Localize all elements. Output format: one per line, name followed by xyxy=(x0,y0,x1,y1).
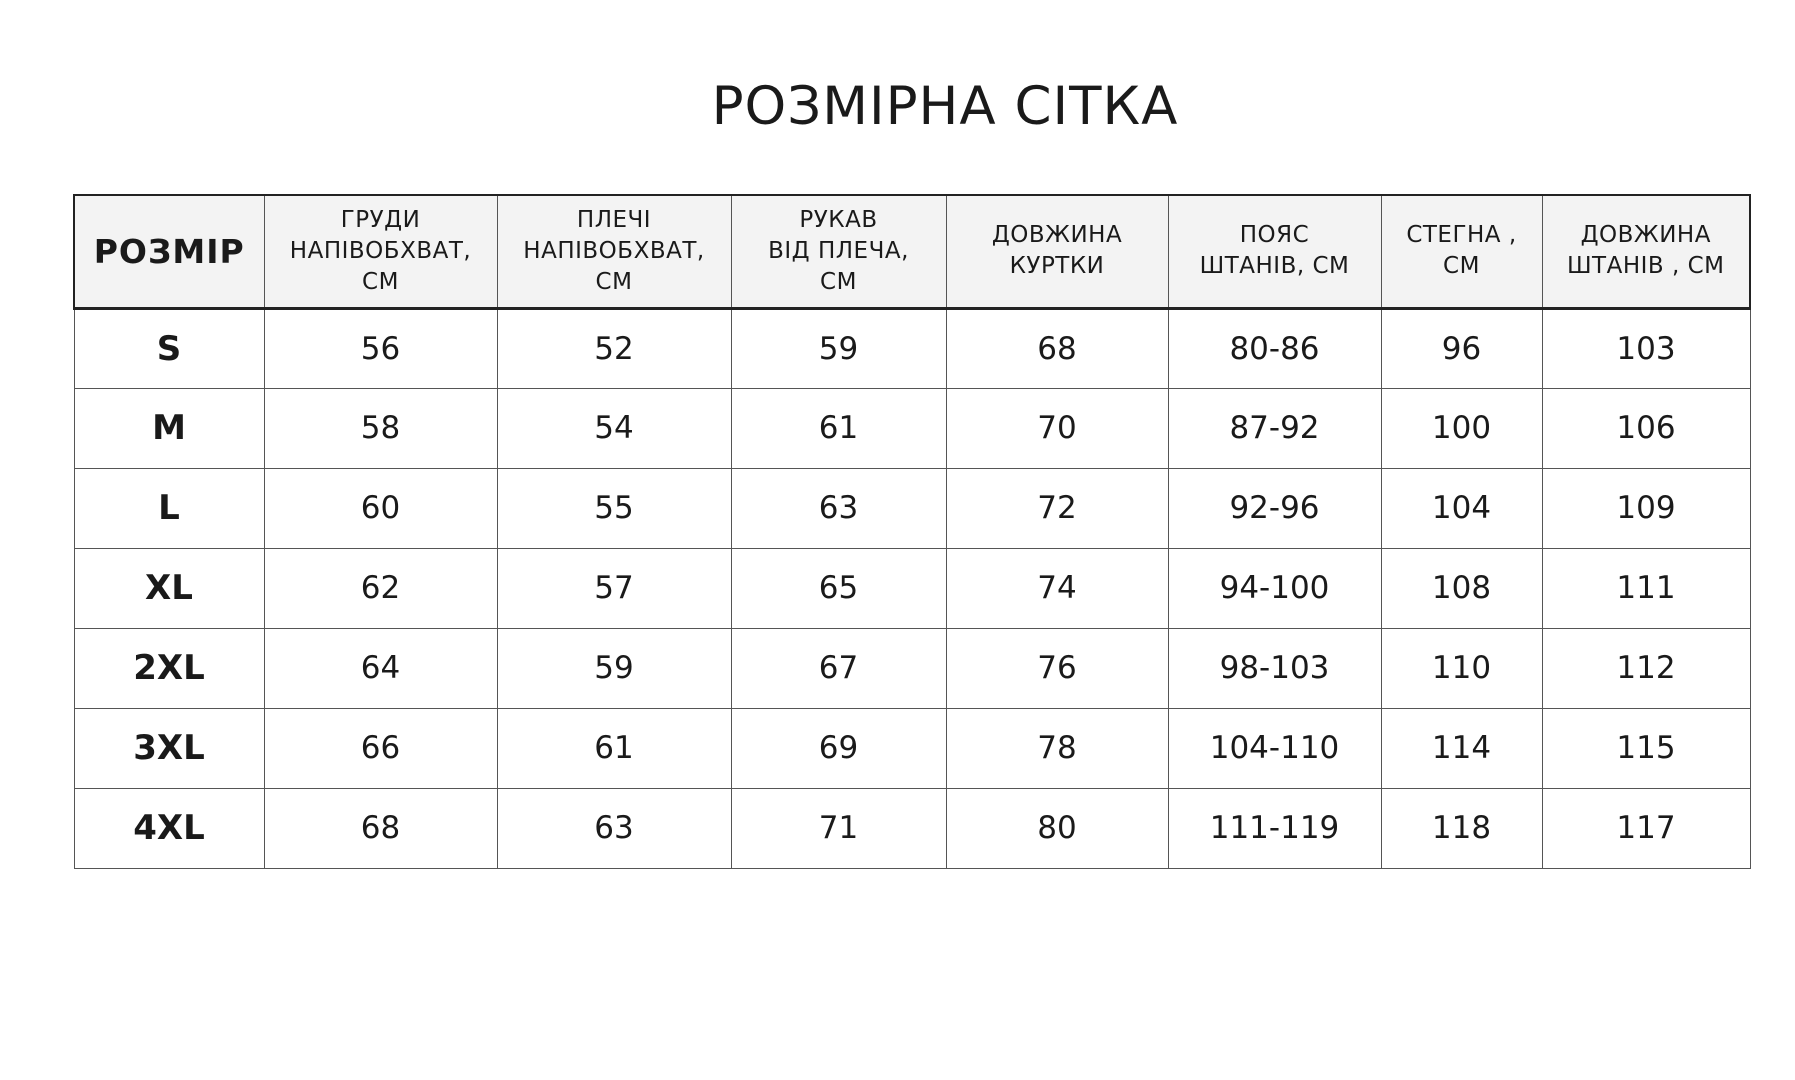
cell-hips: 104 xyxy=(1381,468,1542,548)
cell-shoulders: 57 xyxy=(497,548,731,628)
table-row xyxy=(74,468,1750,548)
cell-sleeve: 69 xyxy=(731,708,946,788)
cell-trouser-length: 112 xyxy=(1542,628,1750,708)
cell-hips: 108 xyxy=(1381,548,1542,628)
cell-hips: 110 xyxy=(1381,628,1542,708)
cell-hips: 100 xyxy=(1381,388,1542,468)
cell-sleeve: 61 xyxy=(731,388,946,468)
table-row xyxy=(74,628,1750,708)
header-hips: СТЕГНА , СМ xyxy=(1381,195,1542,308)
cell-shoulders: 52 xyxy=(497,308,731,388)
cell-size: 4XL xyxy=(74,788,264,868)
table-row xyxy=(74,548,1750,628)
header-chest-half-girth: ГРУДИ НАПІВОБХВАТ, СМ xyxy=(264,195,497,308)
cell-size: M xyxy=(74,388,264,468)
header-trouser-waist: ПОЯС ШТАНІВ, СМ xyxy=(1168,195,1381,308)
cell-waist: 104-110 xyxy=(1168,708,1381,788)
cell-jacket-length: 78 xyxy=(946,708,1168,788)
size-chart-table xyxy=(73,194,1751,869)
cell-hips: 114 xyxy=(1381,708,1542,788)
cell-sleeve: 65 xyxy=(731,548,946,628)
cell-jacket-length: 76 xyxy=(946,628,1168,708)
cell-size: 2XL xyxy=(74,628,264,708)
cell-jacket-length: 70 xyxy=(946,388,1168,468)
cell-sleeve: 63 xyxy=(731,468,946,548)
table-body xyxy=(74,308,1750,868)
cell-hips: 96 xyxy=(1381,308,1542,388)
header-shoulders-half-girth: ПЛЕЧІ НАПІВОБХВАТ, СМ xyxy=(497,195,731,308)
cell-trouser-length: 106 xyxy=(1542,388,1750,468)
cell-size: 3XL xyxy=(74,708,264,788)
table-row xyxy=(74,788,1750,868)
cell-chest: 58 xyxy=(264,388,497,468)
table-row xyxy=(74,708,1750,788)
cell-shoulders: 59 xyxy=(497,628,731,708)
page-title: РОЗМІРНА СІТКА xyxy=(711,76,1179,137)
cell-size: S xyxy=(74,308,264,388)
cell-waist: 111-119 xyxy=(1168,788,1381,868)
cell-jacket-length: 80 xyxy=(946,788,1168,868)
cell-chest: 68 xyxy=(264,788,497,868)
cell-chest: 56 xyxy=(264,308,497,388)
cell-size: XL xyxy=(74,548,264,628)
cell-waist: 80-86 xyxy=(1168,308,1381,388)
header-size: РОЗМІР xyxy=(74,195,264,308)
cell-trouser-length: 115 xyxy=(1542,708,1750,788)
cell-chest: 64 xyxy=(264,628,497,708)
header-trouser-length: ДОВЖИНА ШТАНІВ , СМ xyxy=(1542,195,1750,308)
cell-waist: 98-103 xyxy=(1168,628,1381,708)
cell-jacket-length: 68 xyxy=(946,308,1168,388)
cell-trouser-length: 111 xyxy=(1542,548,1750,628)
table-header-row xyxy=(74,195,1750,308)
header-jacket-length: ДОВЖИНА КУРТКИ xyxy=(946,195,1168,308)
cell-trouser-length: 109 xyxy=(1542,468,1750,548)
cell-chest: 60 xyxy=(264,468,497,548)
table-row xyxy=(74,388,1750,468)
cell-jacket-length: 74 xyxy=(946,548,1168,628)
cell-sleeve: 59 xyxy=(731,308,946,388)
cell-trouser-length: 117 xyxy=(1542,788,1750,868)
cell-size: L xyxy=(74,468,264,548)
cell-sleeve: 71 xyxy=(731,788,946,868)
cell-chest: 62 xyxy=(264,548,497,628)
header-sleeve-from-shoulder: РУКАВ ВІД ПЛЕЧА, СМ xyxy=(731,195,946,308)
cell-jacket-length: 72 xyxy=(946,468,1168,548)
cell-waist: 87-92 xyxy=(1168,388,1381,468)
cell-shoulders: 63 xyxy=(497,788,731,868)
table-row xyxy=(74,308,1750,388)
cell-shoulders: 55 xyxy=(497,468,731,548)
cell-waist: 94-100 xyxy=(1168,548,1381,628)
cell-sleeve: 67 xyxy=(731,628,946,708)
cell-chest: 66 xyxy=(264,708,497,788)
cell-hips: 118 xyxy=(1381,788,1542,868)
cell-shoulders: 54 xyxy=(497,388,731,468)
cell-waist: 92-96 xyxy=(1168,468,1381,548)
cell-shoulders: 61 xyxy=(497,708,731,788)
cell-trouser-length: 103 xyxy=(1542,308,1750,388)
